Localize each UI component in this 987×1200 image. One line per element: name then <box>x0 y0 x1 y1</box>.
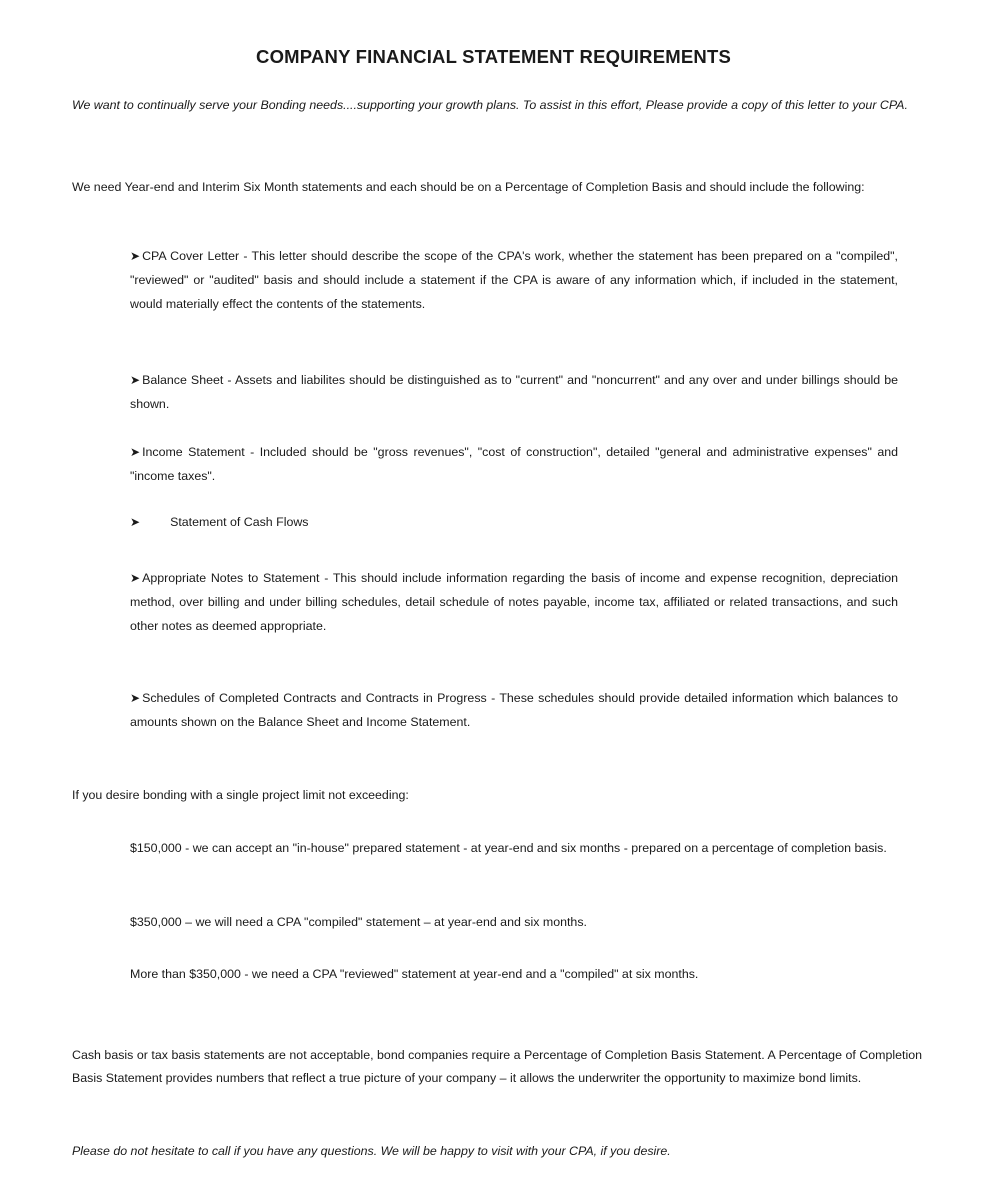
arrow-bullet-icon: ➤ <box>130 691 141 705</box>
arrow-bullet-icon: ➤ <box>130 571 141 585</box>
limit-over-350000: More than $350,000 - we need a CPA "reviewed" statement at year-end and a "compiled" at six months. <box>130 967 699 981</box>
bullet-balance-sheet <box>130 368 898 416</box>
bullet-text: Schedules of Completed Contracts and Contracts in Progress - These schedules should provide detailed information which balances to amounts shown on the Balance Sheet and Income Statement. <box>130 691 898 729</box>
bullet-text: Income Statement - Included should be "gross revenues", "cost of construction", detailed "general and administrative expenses" and "income taxes". <box>130 445 898 483</box>
bullet-cpa-cover-letter <box>130 244 898 316</box>
arrow-bullet-icon: ➤ <box>130 515 141 529</box>
bullet-text: CPA Cover Letter - This letter should describe the scope of the CPA's work, whether the statement has been prepared on a "compiled", "reviewed" or "audited" basis and should include a statement if the CPA is aware of any information which, if included in the statement, would materially effect the contents of the statements. <box>130 249 898 311</box>
intro-paragraph: We want to continually serve your Bonding needs....supporting your growth plans. To assist in this effort, Please provide a copy of this letter to your CPA. <box>72 98 908 112</box>
arrow-bullet-icon: ➤ <box>130 249 141 263</box>
document-title: COMPANY FINANCIAL STATEMENT REQUIREMENTS <box>256 46 731 67</box>
bullet-income-statement <box>130 440 898 488</box>
limit-intro: If you desire bonding with a single project limit not exceeding: <box>72 788 409 802</box>
bullet-text: Appropriate Notes to Statement - This should include information regarding the basis of income and expense recognition, depreciation method, over billing and under billing schedules, detail schedule of notes payable, income tax, affiliated or related transactions, and such other notes as deemed appropriate. <box>130 571 898 633</box>
limit-150000: $150,000 - we can accept an "in-house" prepared statement - at year-end and six months - prepared on a percentage of completion basis. <box>130 841 887 855</box>
bullet-text: Balance Sheet - Assets and liabilites should be distinguished as to "current" and "noncurrent" and any over and under billings should be shown. <box>130 373 898 411</box>
arrow-bullet-icon: ➤ <box>130 445 141 459</box>
cash-basis-paragraph: Cash basis or tax basis statements are not acceptable, bond companies require a Percentage of Completion Basis Statement. A Percentage of Completion Basis Statement provides numbers that reflect a true picture of your company – it allows the underwriter the opportunity to maximize bond limits. <box>72 1048 922 1085</box>
bullet-text: Statement of Cash Flows <box>170 515 309 529</box>
arrow-bullet-icon: ➤ <box>130 373 141 387</box>
bullet-schedules <box>130 686 898 734</box>
bullet-notes-to-statement <box>130 566 898 638</box>
limit-350000: $350,000 – we will need a CPA "compiled" statement – at year-end and six months. <box>130 915 587 929</box>
requirements-paragraph: We need Year-end and Interim Six Month statements and each should be on a Percentage of Completion Basis and should include the following: <box>72 180 865 194</box>
closing-paragraph: Please do not hesitate to call if you have any questions. We will be happy to visit with your CPA, if you desire. <box>72 1144 671 1158</box>
bullet-cash-flows <box>130 510 898 534</box>
